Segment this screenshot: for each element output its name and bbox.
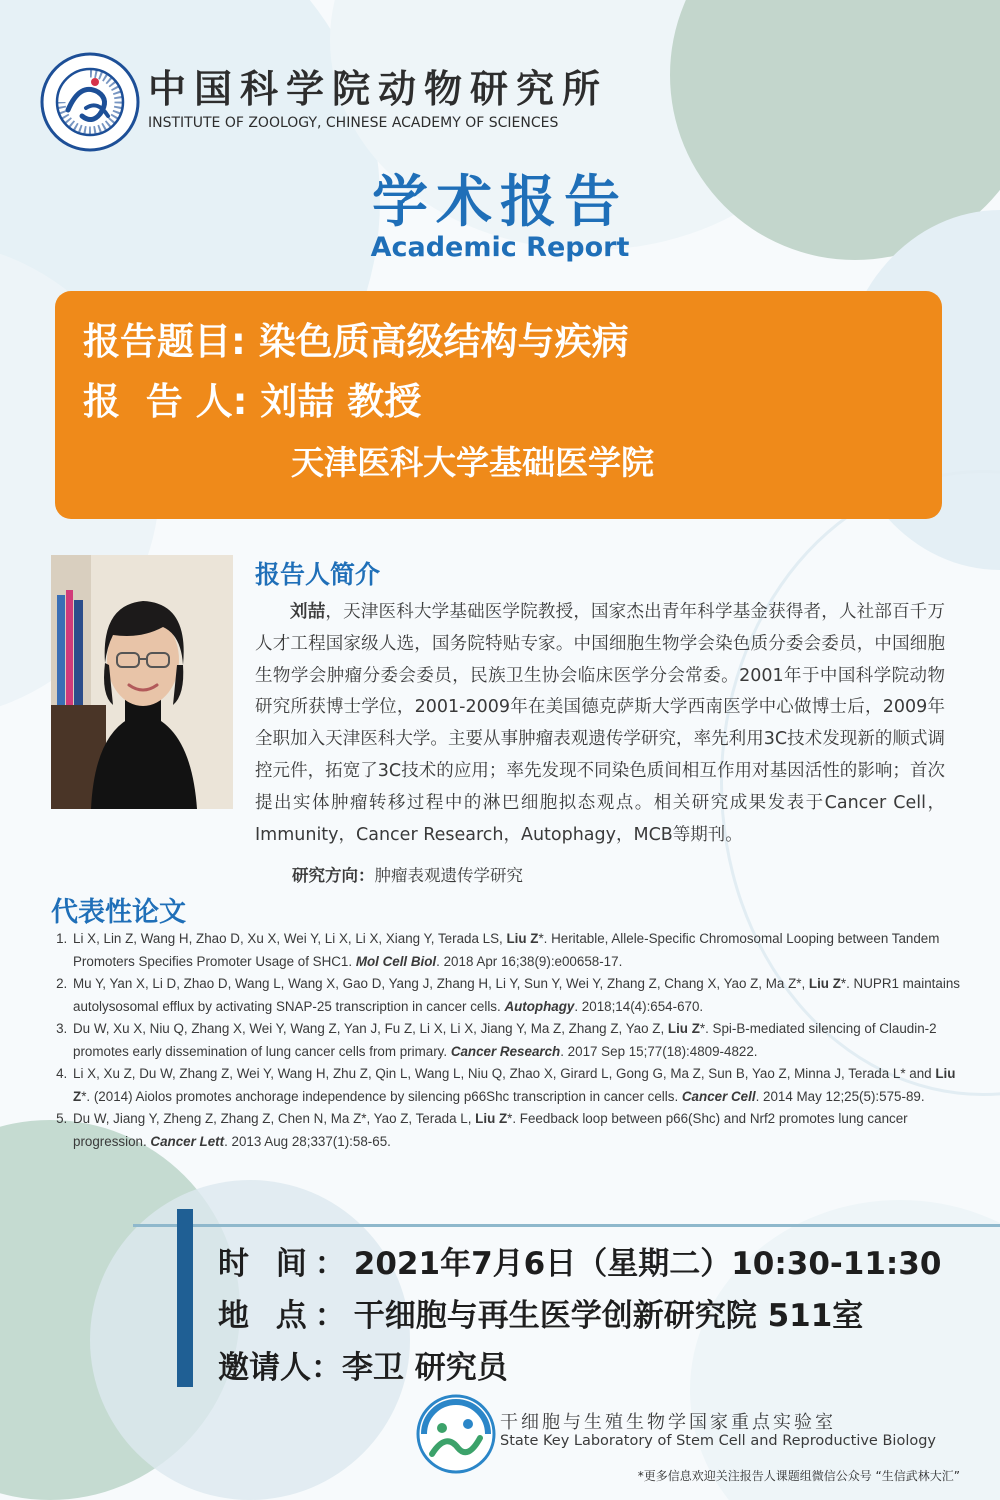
talk-title <box>83 311 629 365</box>
event-place <box>218 1290 863 1335</box>
papers-list <box>51 928 971 1153</box>
talk-info-box <box>55 291 942 519</box>
paper-authors: Du W, Xu X, Niu Q, Zhang X, Wei Y, Wang Z, Yan J, Fu Z, Li X, Li X, Jiang Y, Ma Z, Zhang Z, Yao Z, <box>73 1021 668 1036</box>
talk-title-value: 染色质高级结构与疾病 <box>258 320 629 363</box>
report-title-en: Academic Report <box>370 232 630 263</box>
paper-citation: . 2018;14(4):654-670. <box>574 998 704 1014</box>
section-divider <box>133 1224 1000 1227</box>
place-label: 地 点： <box>218 1298 354 1334</box>
event-host <box>218 1342 508 1387</box>
paper-item <box>71 1018 971 1063</box>
paper-title: *. Spi-B-mediated silencing of Claudin-2 promotes early dissemination of lung cancer cells from primary. <box>73 1021 937 1059</box>
paper-highlight-author: Liu Z <box>667 1021 700 1036</box>
paper-item <box>71 973 971 1018</box>
speaker-label: 报 告 人: <box>83 380 248 423</box>
institute-name-cn: 中国科学院动物研究所 <box>148 66 609 111</box>
paper-item <box>71 1108 971 1153</box>
paper-highlight-author: Liu Z <box>475 1111 508 1126</box>
paper-title: *. Feedback loop between p66(Shc) and Nrf2 promotes lung cancer progression. <box>73 1111 908 1149</box>
paper-authors: Du W, Jiang Y, Zheng Z, Zhang Z, Chen N, Ma Z*, Yao Z, Terada L, <box>73 1111 476 1126</box>
time-value: 2021年7月6日（星期二）10:30-11:30 <box>353 1246 942 1282</box>
time-label: 时 间： <box>218 1246 354 1282</box>
paper-citation: . 2017 Sep 15;77(18):4809-4822. <box>560 1043 758 1059</box>
host-label: 邀请人： <box>218 1350 342 1386</box>
report-title-cn: 学术报告 <box>372 170 628 235</box>
bio-body: ，天津医科大学基础医学院教授，国家杰出青年科学基金获得者，人社部百千万人才工程国家级人选，国务院特贴专家。中国细胞生物学会染色质分委会委员，中国细胞生物学会肿瘤分委会委员，民族卫生协会临床医学分会常委。2001年于中国科学院动物研究所获博士学位，2001-2009年在美国德克萨斯大学西南医学中心做博士后，2009年全职加入天津医科大学。主要从事肿瘤表观遗传学研究，率先利用3C技术发现新的顺式调控元件，拓宽了3C技术的应用；率先发现不同染色质间相互作用对基因活性的影响；首次提出实体肿瘤转移过程中的淋巴细胞拟态观点。相关研究成果发表于Cancer Cell，Immunity，Cancer Research，Autophagy，MCB等期刊。 <box>255 602 946 845</box>
paper-item <box>71 928 971 973</box>
talk-speaker <box>83 371 421 425</box>
institute-name-en: INSTITUTE OF ZOOLOGY, CHINESE ACADEMY OF SCIENCES <box>148 115 559 131</box>
research-direction <box>292 862 523 886</box>
paper-authors: Li X, Xu Z, Du W, Zhang Z, Wei Y, Wang H, Zhu Z, Qin L, Wang L, Niu Q, Zhao X, Girard L, Gong G, Ma Z, Sun B, Yao Z, Minna J, Terada L* and <box>73 1066 936 1081</box>
speaker-photo <box>51 555 233 809</box>
paper-highlight-author: Liu Z <box>73 1066 956 1104</box>
speaker-affiliation: 天津医科大学基础医学院 <box>291 443 654 482</box>
papers-heading: 代表性论文 <box>51 897 186 928</box>
paper-authors: Li X, Lin Z, Wang H, Zhao D, Xu X, Wei Y, Li X, Li X, Xiang Y, Terada LS, <box>73 931 507 946</box>
speaker-value: 刘喆 教授 <box>260 380 422 423</box>
paper-journal: Mol Cell Biol <box>355 953 437 969</box>
bg-circle-bottom-left-2 <box>90 1180 410 1500</box>
footnote: *更多信息欢迎关注报告人课题组微信公众号 “生信武林大汇” <box>637 1469 960 1483</box>
paper-citation: . 2013 Aug 28;337(1):58-65. <box>224 1133 391 1149</box>
paper-citation: . 2018 Apr 16;38(9):e00658-17. <box>436 953 623 969</box>
paper-highlight-author: Liu Z <box>808 976 841 991</box>
bio-speaker-name: 刘喆 <box>290 602 326 622</box>
paper-journal: Cancer Lett <box>150 1133 225 1149</box>
research-label: 研究方向： <box>292 866 375 885</box>
bio-text <box>255 597 945 851</box>
event-accent-bar <box>177 1209 193 1387</box>
research-value: 肿瘤表观遗传学研究 <box>374 866 523 885</box>
lab-logo <box>414 1392 498 1476</box>
paper-journal: Cancer Cell <box>681 1088 756 1104</box>
paper-title: *. (2014) Aiolos promotes anchorage independence by silencing p66Shc transcription in cancer cells. <box>81 1088 682 1104</box>
talk-title-label: 报告题目: <box>83 320 246 363</box>
bio-heading: 报告人简介 <box>255 560 381 589</box>
paper-title: *. Heritable, Allele-Specific Chromosomal Looping between Tandem Promoters Specifies Promoter Usage of SHC1. <box>73 931 940 969</box>
paper-citation: . 2014 May 12;25(5):575-89. <box>755 1088 925 1104</box>
paper-title: *. NUPR1 maintains autolysosomal efflux by activating SNAP-25 transcription in cancer cells. <box>73 976 960 1014</box>
paper-journal: Cancer Research <box>450 1043 561 1059</box>
event-time <box>218 1238 941 1283</box>
paper-highlight-author: Liu Z <box>506 931 539 946</box>
host-value: 李卫 研究员 <box>342 1350 508 1386</box>
place-value: 干细胞与再生医学创新研究院 511室 <box>353 1298 864 1334</box>
paper-item <box>71 1063 971 1108</box>
paper-authors: Mu Y, Yan X, Li D, Zhao D, Wang L, Wang X, Gao D, Yang J, Zhang H, Li Y, Sun Y, Wei Y, Zhang Z, Chang X, Yao Z, Ma Z*, <box>73 976 809 991</box>
lab-name-cn: 干细胞与生殖生物学国家重点实验室 <box>500 1412 836 1433</box>
institute-seal-logo <box>40 52 140 152</box>
paper-journal: Autophagy <box>504 998 575 1014</box>
lab-name-en: State Key Laboratory of Stem Cell and Reproductive Biology <box>500 1433 936 1449</box>
